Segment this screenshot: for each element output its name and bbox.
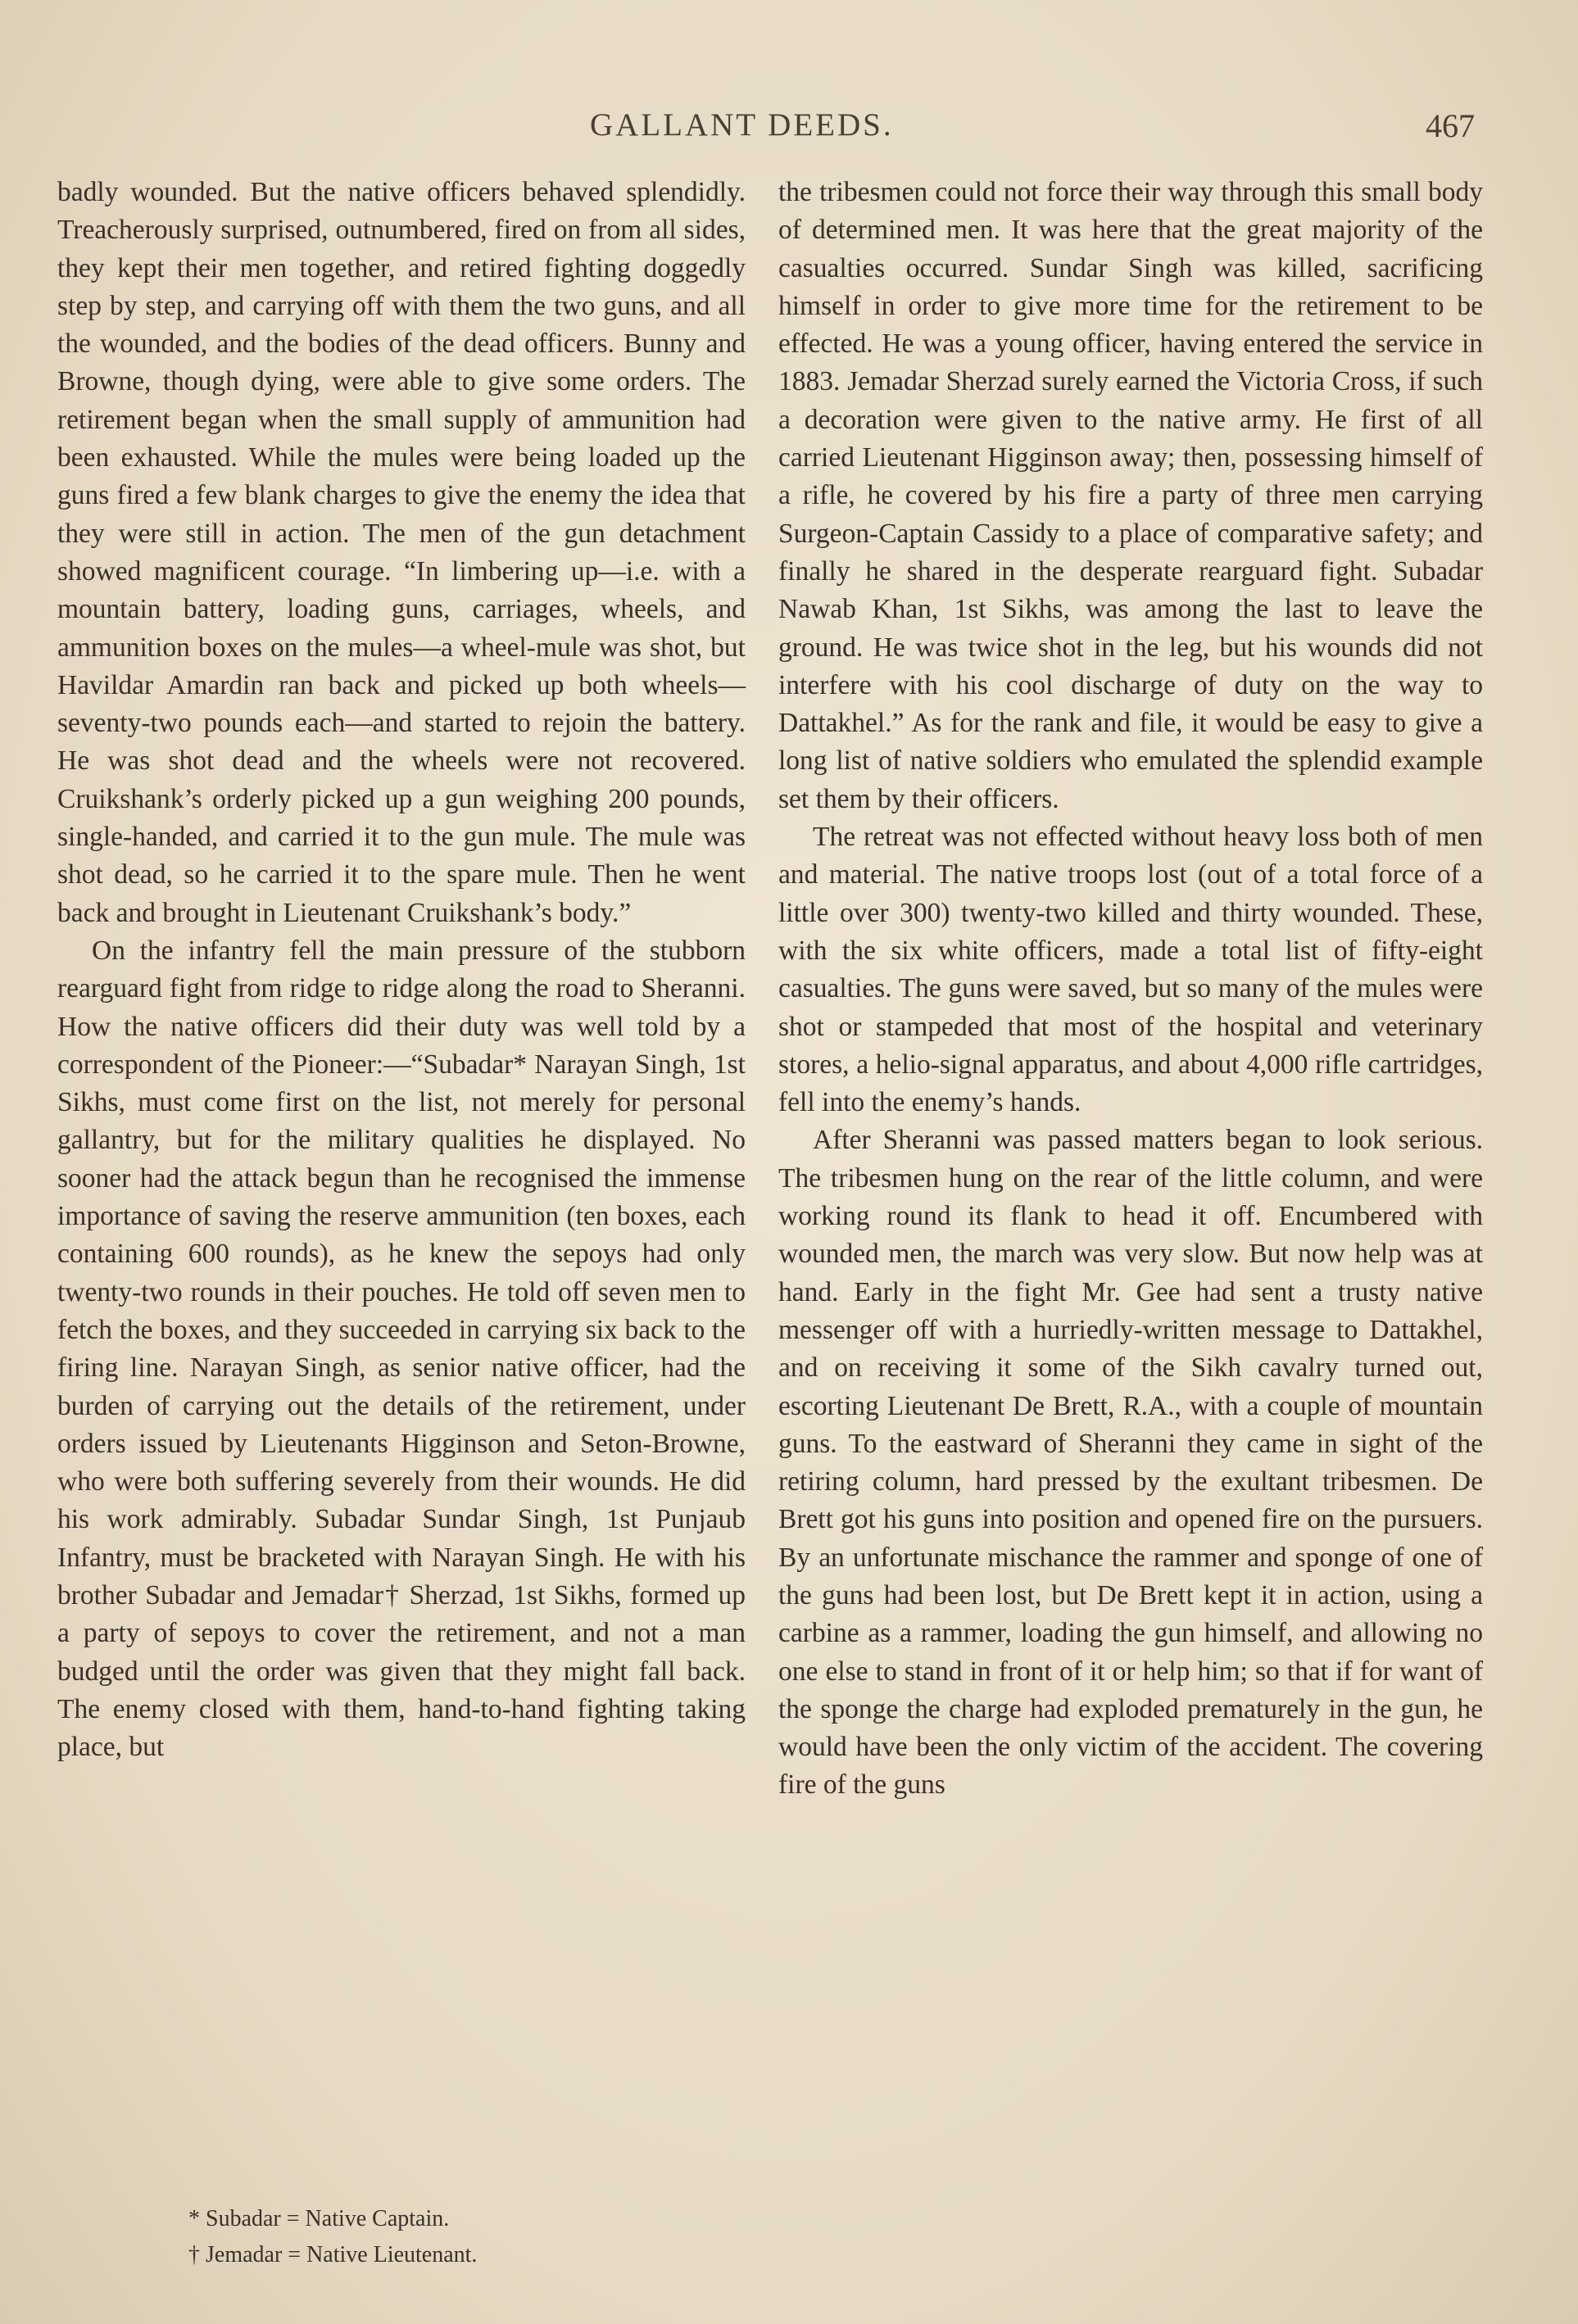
page-header <box>0 106 1578 156</box>
footnote-jemadar: † Jemadar = Native Lieutenant. <box>188 2242 478 2267</box>
left-paragraph-2: On the infantry fell the main pressure of the stubborn rearguard fight from ridge to ridge along the road to Sheranni. How the native officers did their duty was well told by a correspondent of the Pioneer:—“Subadar* Narayan Singh, 1st Sikhs, must come first on the list, not merely for personal gallantry, but for the military qualities he displayed. No sooner had the attack begun than he recognised the immense importance of saving the reserve ammunition (ten boxes, each containing 600 rounds), as he knew the sepoys had only twenty-two rounds in their pouches. He told off seven men to fetch the boxes, and they succeeded in carrying six back to the firing line. Narayan Singh, as senior native officer, had the burden of carrying out the details of the retirement, under orders issued by Lieutenants Higginson and Seton-Browne, who were both suffering severely from their wounds. He did his work admirably. Subadar Sundar Singh, 1st Punjaub Infantry, must be bracketed with Narayan Singh. He with his brother Subadar and Jemadar† Sherzad, 1st Sikhs, formed up a party of sepoys to cover the retirement, and not a man budged until the order was given that they might fall back. The enemy closed with them, hand-to-hand fighting taking place, but <box>57 935 746 1763</box>
right-paragraph-1: the tribesmen could not force their way through this small body of determined men. It was here that the great majority of the casualties occurred. Sundar Singh was killed, sacrificing himself in order to give more time for the retirement to be effected. He was a young officer, having entered the service in 1883. Jemadar Sherzad surely earned the Victoria Cross, if such a decoration were given to the native army. He first of all carried Lieutenant Higginson away; then, possessing himself of a rifle, he covered by his fire a party of three men carrying Surgeon-Captain Cassidy to a place of comparative safety; and finally he shared in the desperate rearguard fight. Subadar Nawab Khan, 1st Sikhs, was among the last to leave the ground. He was twice shot in the leg, but his wounds did not interfere with his cool discharge of duty on the way to Dattakhel.” As for the rank and file, it would be easy to give a long list of native soldiers who emulated the splendid example set them by their officers. <box>778 177 1483 814</box>
running-title: GALLANT DEEDS. <box>590 107 894 143</box>
footnotes <box>188 2201 713 2273</box>
left-paragraph-1: badly wounded. But the native officers behaved splendidly. Treacherously surprised, outnumbered, fired on from all sides, they kept their men together, and retired fighting doggedly step by step, and carrying off with them the two guns, and all the wounded, and the bodies of the dead officers. Bunny and Browne, though dying, were able to give some orders. The retirement began when the small supply of ammunition had been exhausted. While the mules were being loaded up the guns fired a few blank charges to give the enemy the idea that they were still in action. The men of the gun detachment showed magnificent courage. “In limbering up—i.e. with a mountain battery, loading guns, carriages, wheels, and ammunition boxes on the mules—a wheel-mule was shot, but Havildar Amardin ran back and picked up both wheels—seventy-two pounds each—and started to rejoin the battery. He was shot dead and the wheels were not recovered. Cruikshank’s orderly picked up a gun weighing 200 pounds, single-handed, and carried it to the gun mule. The mule was shot dead, so he carried it to the spare mule. Then he went back and brought in Lieutenant Cruikshank’s body.” <box>57 177 746 928</box>
left-column <box>57 174 746 1766</box>
page-number: 467 <box>1426 107 1475 144</box>
right-column <box>778 174 1483 1805</box>
right-paragraph-2: The retreat was not effected without heavy loss both of men and material. The native troops lost (out of a total force of a little over 300) twenty-two killed and thirty wounded. These, with the six white officers, made a total list of fifty-eight casualties. The guns were saved, but so many of the mules were shot or stampeded that most of the hospital and veterinary stores, a helio-signal apparatus, and about 4,000 rifle cartridges, fell into the enemy’s hands. <box>778 822 1483 1118</box>
right-paragraph-3: After Sheranni was passed matters began to look serious. The tribesmen hung on the rear of the little column, and were working round its flank to head it off. Encumbered with wounded men, the march was very slow. But now help was at hand. Early in the fight Mr. Gee had sent a trusty native messenger off with a hurriedly-written message to Dattakhel, and on receiving it some of the Sikh cavalry turned out, escorting Lieutenant De Brett, R.A., with a couple of mountain guns. To the eastward of Sheranni they came in sight of the retiring column, hard pressed by the exultant tribesmen. De Brett got his guns into position and opened fire on the pursuers. By an unfortunate mischance the rammer and sponge of one of the guns had been lost, but De Brett kept it in action, using a carbine as a rammer, loading the gun himself, and allowing no one else to stand in front of it or help him; so that if for want of the sponge the charge had exploded prematurely in the gun, he would have been the only victim of the accident. The covering fire of the guns <box>778 1125 1483 1801</box>
footnote-subadar: * Subadar = Native Captain. <box>188 2206 450 2231</box>
